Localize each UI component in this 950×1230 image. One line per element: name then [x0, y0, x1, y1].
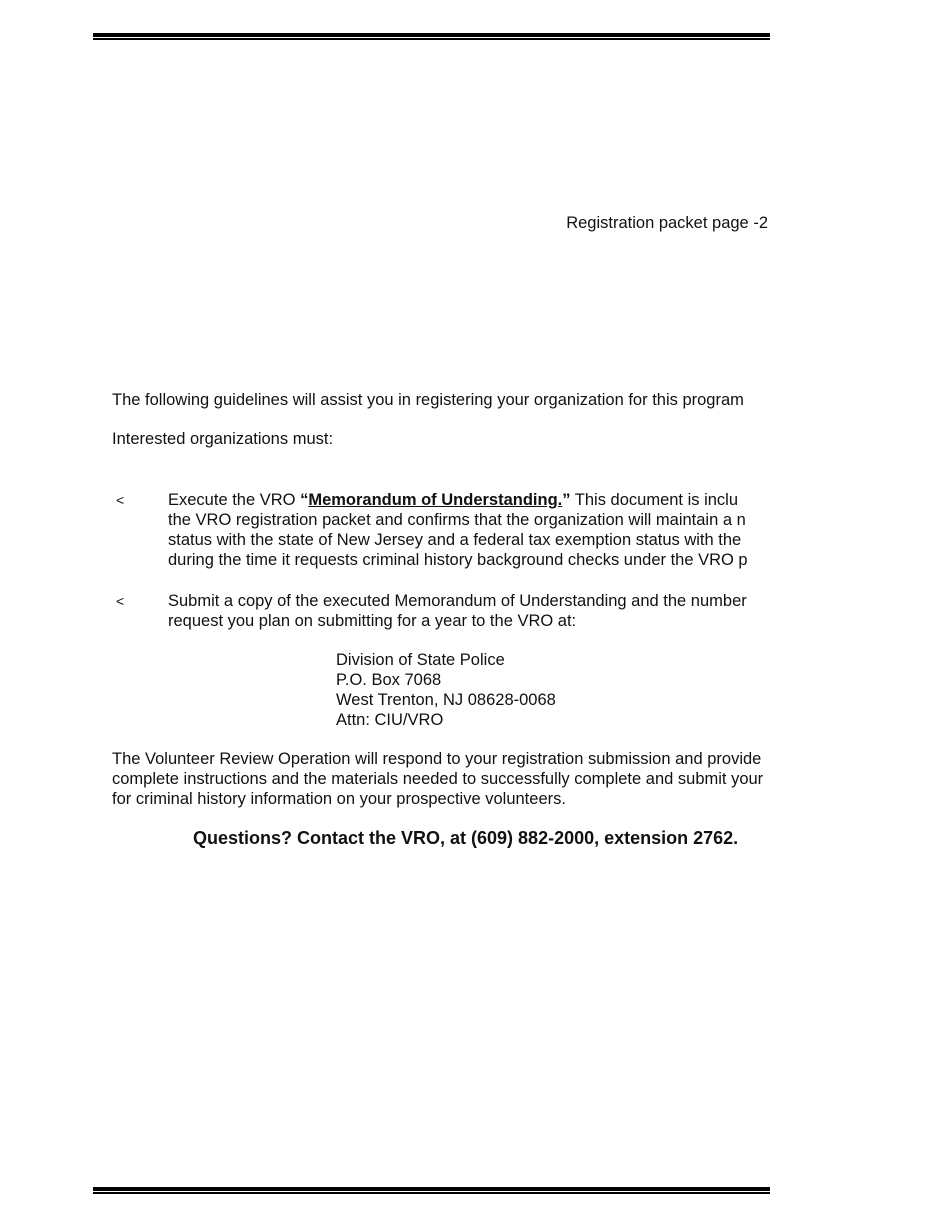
item-suffix: This document is inclu [570, 491, 739, 509]
bullet-marker: < [116, 593, 125, 609]
address-line: Division of State Police [336, 651, 505, 669]
page-label: Registration packet page -2 [566, 214, 768, 232]
close-quote: ” [562, 491, 571, 509]
list-item-memorandum [168, 490, 768, 570]
list-item-submit-copy [168, 591, 768, 631]
bottom-double-rule [93, 1187, 770, 1194]
list-item-first-line [168, 490, 768, 510]
address-line: P.O. Box 7068 [336, 671, 442, 689]
address-line: Attn: CIU/VRO [336, 711, 444, 729]
list-item-line: request you plan on submitting for a year to the VRO at: [168, 612, 577, 630]
closing-paragraph [112, 749, 782, 809]
bullet-marker: < [116, 492, 125, 508]
closing-line: for criminal history information on your prospective volunteers. [112, 790, 566, 808]
list-item-line: Submit a copy of the executed Memorandum of Understanding and the number [168, 592, 747, 610]
closing-line: The Volunteer Review Operation will respond to your registration submission and provide [112, 750, 762, 768]
memorandum-title-text: Memorandum of Understanding. [308, 491, 563, 509]
list-item-line: the VRO registration packet and confirms that the organization will maintain a n [168, 511, 746, 529]
top-double-rule [93, 33, 770, 40]
address-line: West Trenton, NJ 08628-0068 [336, 691, 556, 709]
list-item-line: status with the state of New Jersey and a federal tax exemption status with the [168, 531, 742, 549]
mailing-address [336, 650, 556, 730]
open-quote: “ [300, 491, 309, 509]
item-prefix: Execute the VRO [168, 491, 301, 509]
contact-questions: Questions? Contact the VRO, at (609) 882-2000, extension 2762. [193, 828, 739, 848]
intro-must: Interested organizations must: [112, 430, 334, 448]
intro-guidelines: The following guidelines will assist you in registering your organization for this program [112, 391, 744, 409]
memorandum-title [300, 491, 570, 509]
closing-line: complete instructions and the materials needed to successfully complete and submit your [112, 770, 764, 788]
list-item-line: during the time it requests criminal history background checks under the VRO p [168, 551, 748, 569]
